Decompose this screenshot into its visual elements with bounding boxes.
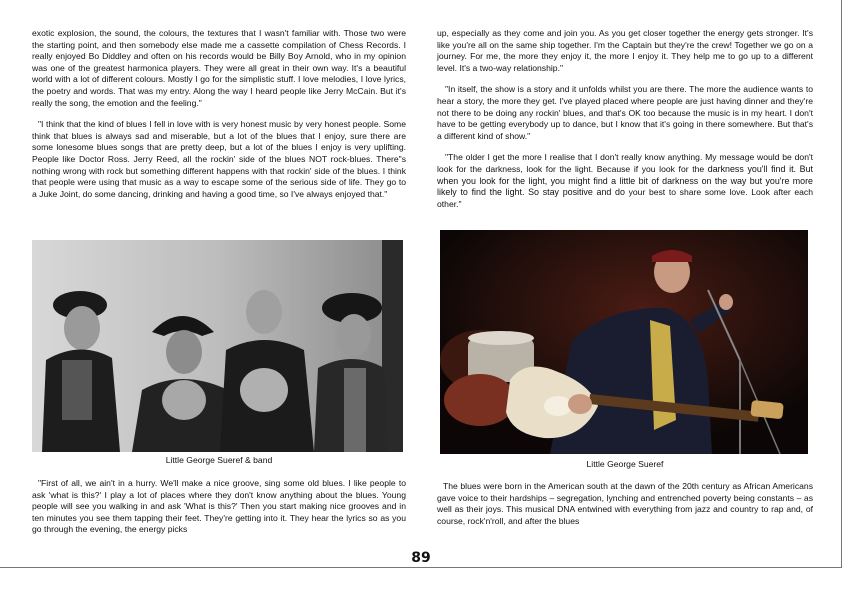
left-bottom-text bbox=[32, 478, 406, 546]
left-paragraph-2: "I think that the kind of blues I fell in love with is very honest music by very honest people. Some think that blues is always sad and miserable, but a lot of the blues that I enjoy, sure there are some lonesome blues songs that are pretty deep, but a lot of the blues I enjoy is very uplifting. People like Doctor Ross. Jerry Reed, all the rockin' side of the blues NOT rock-blues. There"s nothing wrong with rock but something different happens with that rockin' side of the blues. I think that people were using that music as a way to escape some of the serious side of life. They go to a Juke Joint, do some dancing, drinking and having a good time, so I've always enjoyed that." bbox=[32, 119, 406, 199]
right-paragraph-3 bbox=[437, 152, 813, 210]
page-number: 89 bbox=[411, 550, 431, 566]
right-bottom-text bbox=[437, 481, 813, 537]
left-column bbox=[32, 28, 406, 210]
right-paragraph-1: up, especially as they come and join you. As you get closer together the energy gets stronger. It's like you're all on the same ship together. I'm the Captain but they're the crew! Together we go on a journey. For me, the more they enjoy it, the more I enjoy it. They help me to go up to a different level. It's a two-way relationship." bbox=[437, 28, 813, 73]
left-bottom-paragraph: "First of all, we ain't in a hurry. We'll make a nice groove, sing some old blues. I like people to ask 'what is this?' I play a lot of places where they don't know anything about the blues. Young people will see you walking in and ask 'What is this?' Then you start making nice grooves and in ten minutes you see them tapping their feet. They're getting into it. They hear the lyrics so as you go through the evening, the energy picks bbox=[32, 478, 406, 535]
right-column bbox=[437, 28, 813, 220]
right-bottom-paragraph: The blues were born in the American south at the dawn of the 20th century as African Americans gave voice to their hardships – segregation, lynching and entrenched poverty being constants – as well as their joys. This musical DNA entwined with everything from jazz and country to rap and, of course, rock'n'roll, and after the blues bbox=[437, 481, 813, 526]
right-paragraph-3-bold: darkness you'll find it. But when you look for the light, you might find a little bit of darkness on the way but you're more likely to find the light. So stay positive and do bbox=[437, 163, 814, 198]
band-photo bbox=[32, 240, 403, 452]
left-paragraph-1: exotic explosion, the sound, the colours, the textures that I wasn't familiar with. Those two were the starting point, and then somebody else made me a cassette compilation of Chess Records. I really enjoyed Bo Diddley and often on his records would be Billy Boy Arnold, who in my opinion was one of the greatest harmonica players. They were all great in their own way. It's a beautiful world with a lot of different colours. Mostly I go for the simplistic stuff. I love melodies, I love lyrics, the poetry and words. That was my entry. Along the way I heard people like Jerry McCain. But it's really the song, the emotion and the feeling." bbox=[32, 28, 406, 108]
right-paragraph-3-end: your best to share some love. Look after each other." bbox=[437, 187, 813, 209]
right-paragraph-3-start: "The older I get the more I realise that I don't really know anything. My message would be don't look for the darkness, look for the light. Because if you look for the bbox=[437, 152, 813, 174]
band-photo-caption: Little George Sueref & band bbox=[165, 455, 273, 465]
performer-photo bbox=[440, 230, 808, 454]
right-paragraph-2: "In itself, the show is a story and it unfolds whilst you are there. The more the audience wants to hear a story, the more they get. I've played placed where people are just having dinner and they're not there to be doing any rockin' blues, and that's OK too because the music is in my heart. I don't have to be getting everybody up to dance, but I know that it's going in there somewhere. But that's a different kind of show." bbox=[437, 84, 813, 141]
performer-photo-caption: Little George Sueref bbox=[586, 459, 664, 469]
